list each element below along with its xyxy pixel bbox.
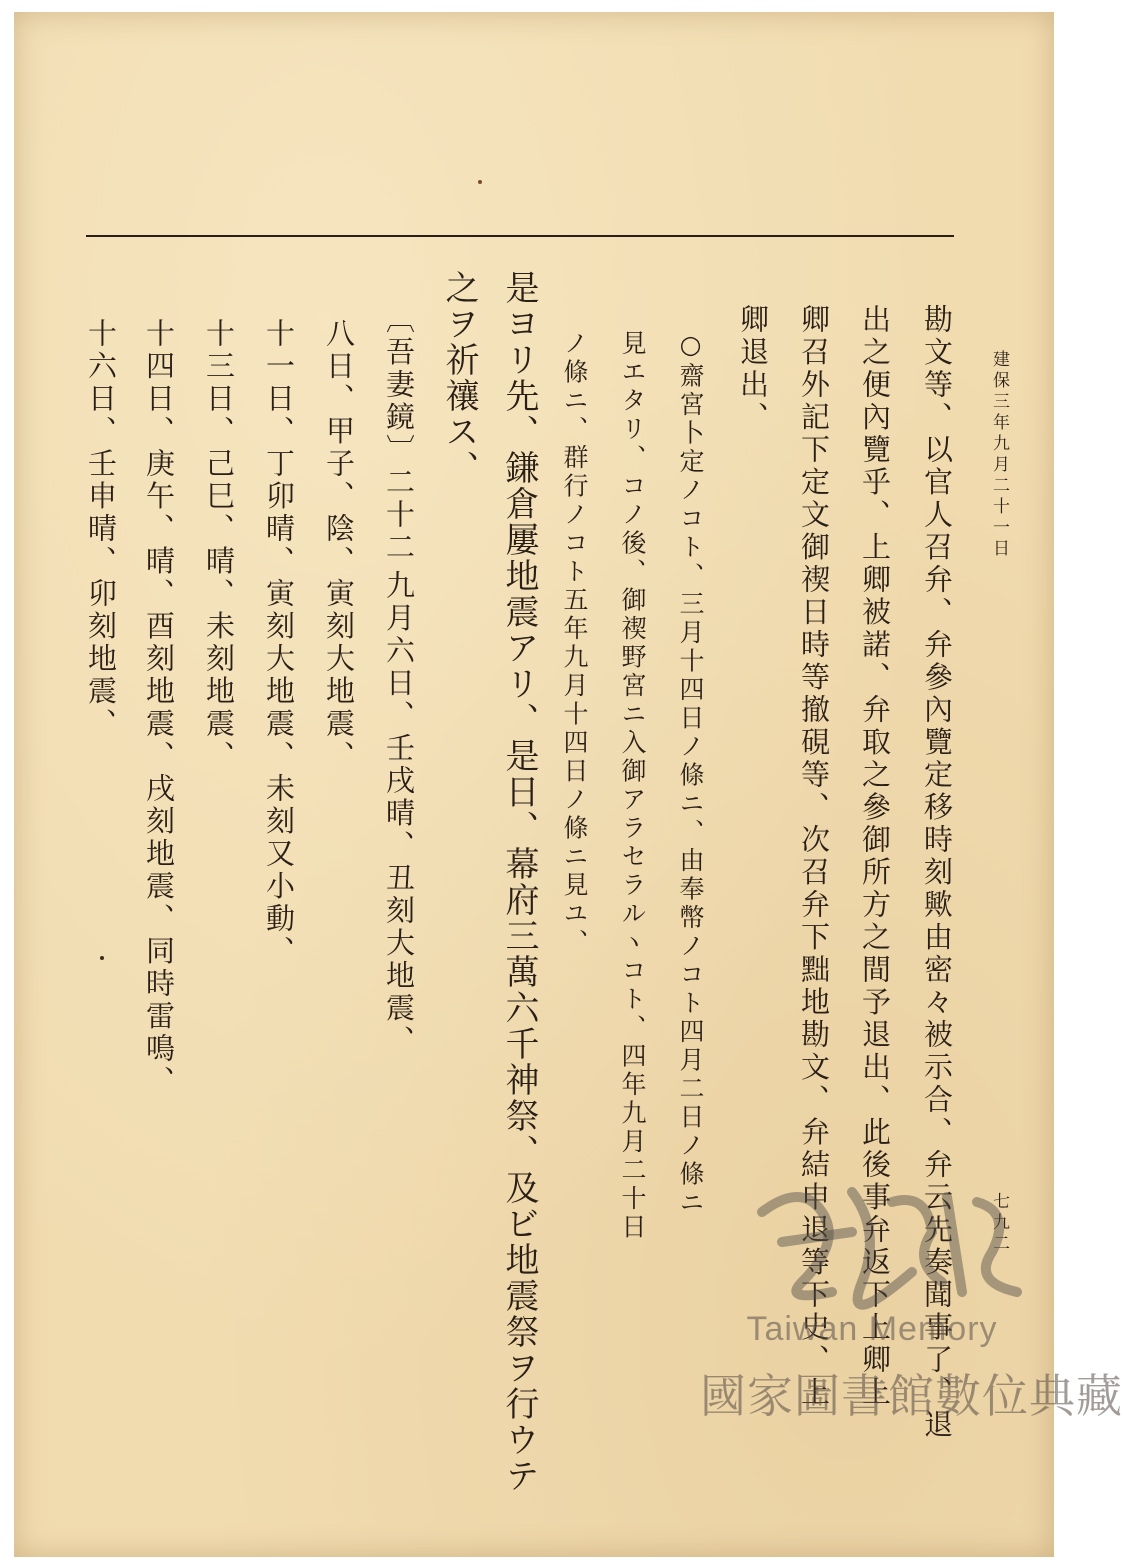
watermark (700, 1172, 1123, 1452)
text-column-2: 出之便內覽乎、上卿被諾、弁取之參御所方之間予退出、此後事弁返下上卿上 (858, 304, 892, 1409)
note-column-2: 見エタリ、コノ後、御禊野宮ニ入御アラセラルヽコト、四年九月二十日 (618, 330, 647, 1242)
text-column-1: 勘文等、以官人召弁、弁參內覽定移時刻歟由密々被示合、弁云先奏聞事了、退 (920, 304, 954, 1442)
text-column-3: 卿召外記下定文御禊日時等撤硯等、次召弁下黜地勘文、弁結申退等下史、上 (797, 304, 831, 1409)
watermark-english: Taiwan Memory (746, 1310, 998, 1348)
header-rule (86, 235, 954, 237)
entry-column-6: 十六日、壬申晴、卯刻地震、 (84, 318, 118, 741)
watermark-chinese: 國家圖書館數位典藏 (700, 1369, 1123, 1423)
paper-speck (478, 180, 482, 184)
entry-column-3: 十一日、丁卯晴、寅刻大地震、未刻又小動、 (262, 318, 296, 968)
note-column-1: ○齋宮卜定ノコト、三月十四日ノ條ニ、由奉幣ノコト四月二日ノ條ニ (676, 330, 705, 1218)
note-column-3: ノ條ニ、群行ノコト五年九月十四日ノ條ニ見ユ、 (560, 330, 589, 957)
entry-column-1: 九月六日、壬戌晴、丑刻大地震、 (382, 570, 416, 1058)
running-head: 建保三年九月二十一日 (989, 350, 1009, 560)
heading-column-1: 是ヨリ先、鎌倉屢地震アリ、是日、幕府三萬六千神祭、及ビ地震祭ヲ行ウテ (499, 270, 539, 1494)
text-column-4: 卿退出、 (736, 304, 770, 434)
heading-column-2: 之ヲ祈禳ス、 (439, 270, 479, 486)
entry-column-4: 十三日、己巳、晴、未刻地震、 (202, 318, 236, 773)
watermark-logo (742, 1172, 1042, 1322)
source-citation: 〔吾妻鏡〕二十二 (382, 304, 416, 564)
document-page (14, 12, 1123, 1557)
entry-column-2: 八日、甲子、陰、寅刻大地震、 (322, 318, 356, 773)
entry-column-5: 十四日、庚午、晴、酉刻地震、戌刻地震、同時雷鳴、 (142, 318, 176, 1098)
paper-speck (100, 956, 104, 960)
page-number: 七九二 (989, 1192, 1009, 1255)
